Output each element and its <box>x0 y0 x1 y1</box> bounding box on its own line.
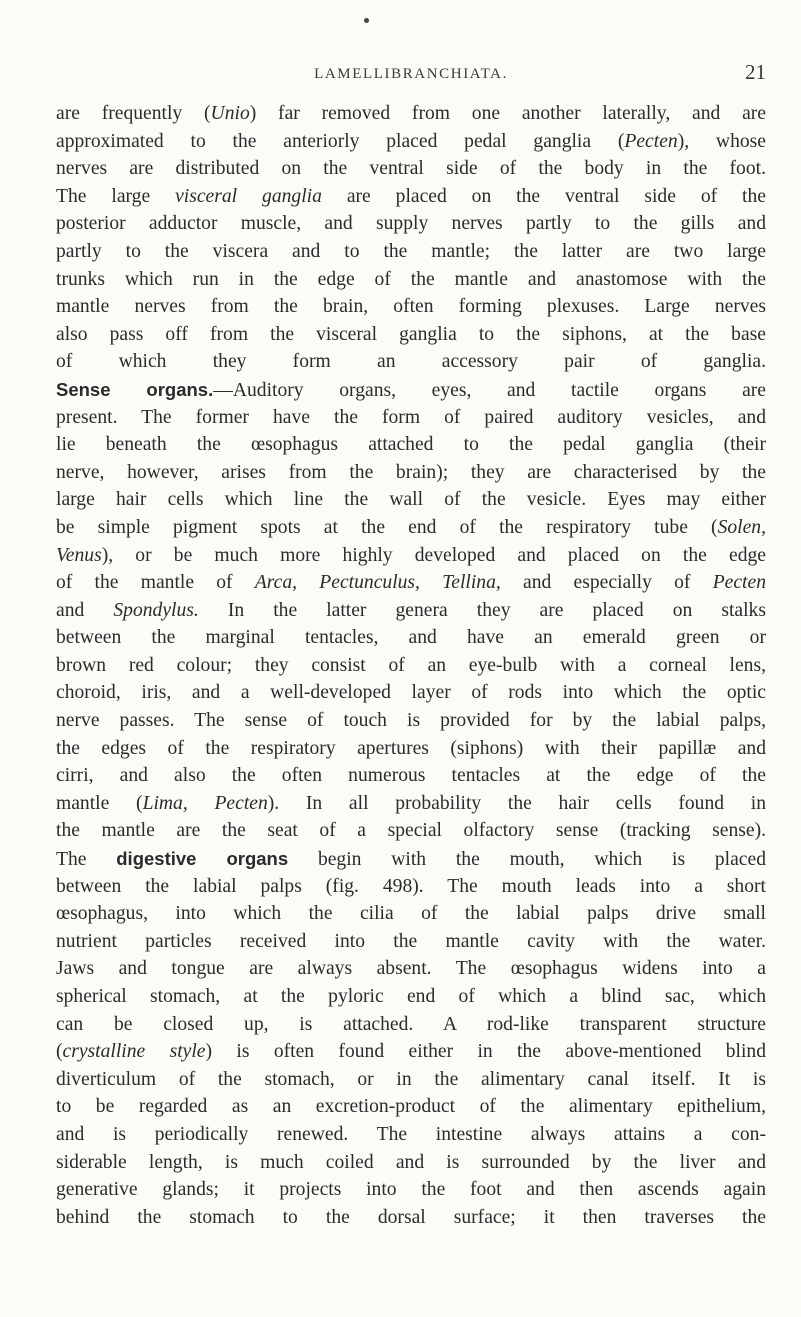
text-segment: posterior adductor muscle, and supply nerves partly to the gills and <box>56 213 766 235</box>
text-segment: trunks which run in the edge of the mantle and anastomose with the <box>56 268 766 290</box>
text-line <box>56 652 766 680</box>
text-segment: siderable length, is much coiled and is surrounded by the liver and <box>56 1151 766 1173</box>
page-number: 21 <box>745 60 766 84</box>
italic-text: Unio <box>210 103 250 124</box>
text-line <box>56 266 766 294</box>
text-segment: cirri, and also the often numerous tentacles at the edge of the <box>56 765 766 787</box>
body-text <box>56 100 766 1231</box>
text-line <box>56 569 766 597</box>
text-line <box>56 431 766 459</box>
text-line <box>56 762 766 790</box>
text-segment: are placed on the ventral side of the <box>321 185 766 207</box>
text-segment: diverticulum of the stomach, or in the alimentary canal itself. It is <box>56 1068 766 1090</box>
text-segment: nutrient particles received into the mantle cavity with the water. <box>56 930 766 952</box>
italic-text: Venus <box>56 544 102 566</box>
text-segment: can be closed up, is attached. A rod-like transparent structure <box>56 1013 766 1035</box>
text-line <box>56 321 766 349</box>
text-segment: ) far removed from one another laterally, and are <box>249 103 766 124</box>
text-segment: also pass off from the visceral ganglia to the siphons, at the base <box>56 323 766 345</box>
text-segment: —Auditory organs, eyes, and tactile organs are <box>213 379 766 401</box>
italic-text: Solen, <box>717 516 766 538</box>
text-line <box>56 679 766 707</box>
text-line <box>56 1011 766 1039</box>
text-line <box>56 238 766 266</box>
text-segment: approximated to the anteriorly placed pedal ganglia ( <box>56 130 625 152</box>
page <box>56 28 766 1231</box>
italic-text: crystalline style <box>62 1041 206 1063</box>
text-segment: to be regarded as an excretion-product of the alimentary epithelium, <box>56 1096 766 1118</box>
running-head: LAMELLIBRANCHIATA. <box>314 66 508 82</box>
text-line <box>56 514 766 542</box>
text-segment: of which they form an accessory pair of ganglia. <box>56 351 766 373</box>
text-segment: lie beneath the œsophagus attached to the pedal ganglia (their <box>56 434 766 456</box>
text-segment: present. The former have the form of paired auditory vesicles, and <box>56 406 766 428</box>
text-segment: be simple pigment spots at the end of the respiratory tube ( <box>56 516 718 538</box>
text-segment: generative glands; it projects into the foot and then ascends again <box>56 1179 766 1201</box>
text-segment: mantle nerves from the brain, often forming plexuses. Large nerves <box>56 296 766 318</box>
text-line <box>56 845 766 873</box>
italic-text: Pecten <box>624 130 678 152</box>
text-line <box>56 1066 766 1094</box>
text-line <box>56 100 766 128</box>
text-line <box>56 486 766 514</box>
text-line <box>56 873 766 901</box>
italic-text: Spondylus. <box>113 599 199 621</box>
text-segment: and is periodically renewed. The intestine always attains a con- <box>56 1123 766 1145</box>
text-line <box>56 210 766 238</box>
text-segment: and especially of <box>500 572 713 594</box>
text-segment: nerves are distributed on the ventral side of the body in the foot. <box>56 158 766 180</box>
text-segment: œsophagus, into which the cilia of the labial palps drive small <box>56 903 766 925</box>
text-segment: nerve, however, arises from the brain); they are characterised by the <box>56 461 766 483</box>
text-segment: ). In all probability the hair cells found in <box>267 792 766 814</box>
text-line <box>56 1038 766 1066</box>
section-heading: digestive organs <box>116 848 289 870</box>
text-line <box>56 817 766 845</box>
text-segment: of the mantle of <box>56 572 255 594</box>
text-line <box>56 1204 766 1232</box>
text-line <box>56 404 766 432</box>
text-line <box>56 459 766 487</box>
text-line <box>56 597 766 625</box>
section-heading: Sense organs. <box>56 378 214 400</box>
text-segment: between the labial palps (fig. 498). The mouth leads into a short <box>56 875 766 897</box>
text-segment: partly to the viscera and to the mantle; the latter are two large <box>56 240 766 262</box>
text-segment: between the marginal tentacles, and have an emerald green or <box>56 627 766 649</box>
text-line <box>56 900 766 928</box>
text-segment: ), or be much more highly developed and placed on the edge <box>101 544 766 566</box>
text-line <box>56 955 766 983</box>
text-line <box>56 1121 766 1149</box>
text-line <box>56 790 766 818</box>
text-line <box>56 928 766 956</box>
text-line <box>56 624 766 652</box>
text-segment: ) is often found either in the above-mentioned blind <box>205 1041 766 1063</box>
text-segment: ( <box>56 1041 63 1063</box>
text-segment: are frequently ( <box>56 103 211 124</box>
text-line <box>56 1149 766 1177</box>
text-segment: spherical stomach, at the pyloric end of which a blind sac, which <box>56 986 766 1007</box>
text-line <box>56 183 766 211</box>
text-segment: choroid, iris, and a well-developed layer of rods into which the optic <box>56 682 766 704</box>
text-line <box>56 983 766 1011</box>
text-segment: and <box>56 599 114 621</box>
text-line <box>56 707 766 735</box>
text-line <box>56 735 766 763</box>
text-line <box>56 128 766 156</box>
page-header <box>56 28 766 84</box>
text-segment: Jaws and tongue are always absent. The œsophagus widens into a <box>56 958 766 980</box>
italic-text: Arca, Pectunculus, Tellina, <box>254 572 501 594</box>
text-segment: The <box>56 849 117 871</box>
text-line <box>56 542 766 570</box>
text-segment: the edges of the respiratory apertures (siphons) with their papillæ and <box>56 737 766 759</box>
text-segment: begin with the mouth, which is placed <box>288 849 766 871</box>
text-line <box>56 348 766 376</box>
text-segment: the mantle are the seat of a special olfactory sense (tracking sense). <box>56 820 766 842</box>
text-segment: behind the stomach to the dorsal surface; it then traverses the <box>56 1206 766 1228</box>
text-line <box>56 1093 766 1121</box>
italic-text: visceral ganglia <box>175 185 322 207</box>
ink-dot <box>364 18 369 23</box>
text-segment: The large <box>56 185 176 207</box>
text-segment: nerve passes. The sense of touch is provided for by the labial palps, <box>56 710 766 732</box>
text-line <box>56 1176 766 1204</box>
text-segment: In the latter genera they are placed on stalks <box>198 599 766 621</box>
text-segment: large hair cells which line the wall of the vesicle. Eyes may either <box>56 489 766 511</box>
text-segment: ), whose <box>677 130 766 152</box>
text-segment: mantle ( <box>56 792 143 814</box>
italic-text: Lima, Pecten <box>142 792 268 814</box>
text-line <box>56 376 766 404</box>
italic-text: Pecten <box>712 572 766 594</box>
text-line <box>56 155 766 183</box>
text-segment: brown red colour; they consist of an eye-bulb with a corneal lens, <box>56 654 766 676</box>
text-line <box>56 293 766 321</box>
